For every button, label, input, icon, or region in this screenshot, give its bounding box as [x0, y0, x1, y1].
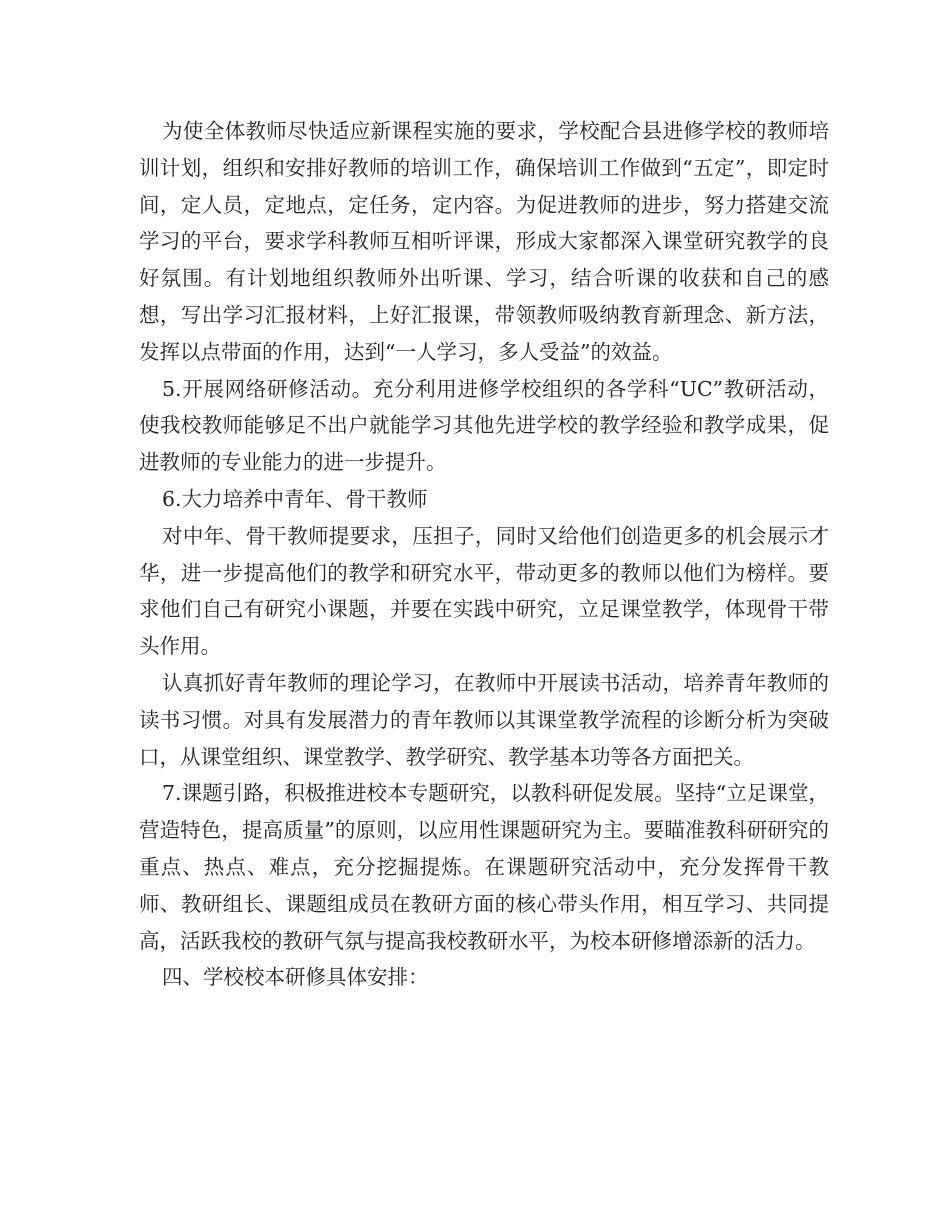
paragraph-heading-young-teachers: 6.大力培养中青年、骨干教师 — [162, 486, 428, 511]
paragraph-online-research: 5.开展网络研修活动。充分利用进修学校组织的各学科“UC”教研活动，使我校教师能够足不出户就能学习其他先进学校的教学经验和教学成果，促进教师的专业能力的进一步提升。 — [139, 376, 829, 475]
paragraph-research-topics: 7.课题引路，积极推进校本专题研究，以教科研促发展。坚持“立足课堂，营造特色，提高质量”的原则，以应用性课题研究为主。要瞄准教科研研究的重点、热点、难点，充分挖掘提炼。在课题研究活动中，充分发挥骨干教师、教研组长、课题组成员在教研方面的核心带头作用，相互学习、共同提高，活跃我校的教研气氛与提高我校教研水平，为校本研修增添新的活力。 — [139, 781, 829, 953]
section-heading-arrangements: 四、学校校本研修具体安排： — [162, 965, 429, 990]
document-body — [139, 113, 829, 996]
paragraph-backbone-teachers: 对中年、骨干教师提要求，压担子，同时又给他们创造更多的机会展示才华，进一步提高他们的教学和研究水平，带动更多的教师以他们为榜样。要求他们自己有研究小课题，并要在实践中研究，立足课堂教学，体现骨干带头作用。 — [139, 523, 829, 659]
paragraph-young-teacher-study: 认真抓好青年教师的理论学习，在教师中开展读书活动，培养青年教师的读书习惯。对具有发展潜力的青年教师以其课堂教学流程的诊断分析为突破口，从课堂组织、课堂教学、教学研究、教学基本功等各方面把关。 — [139, 670, 829, 769]
paragraph-training-plan: 为使全体教师尽快适应新课程实施的要求，学校配合县进修学校的教师培训计划，组织和安排好教师的培训工作，确保培训工作做到“五定”，即定时间，定人员，定地点，定任务，定内容。为促进教师的进步，努力搭建交流学习的平台，要求学科教师互相听评课，形成大家都深入课堂研究教学的良好氛围。有计划地组织教师外出听课、学习，结合听课的收获和自己的感想，写出学习汇报材料，上好汇报课，带领教师吸纳教育新理念、新方法，发挥以点带面的作用，达到“一人学习，多人受益”的效益。 — [139, 119, 829, 364]
